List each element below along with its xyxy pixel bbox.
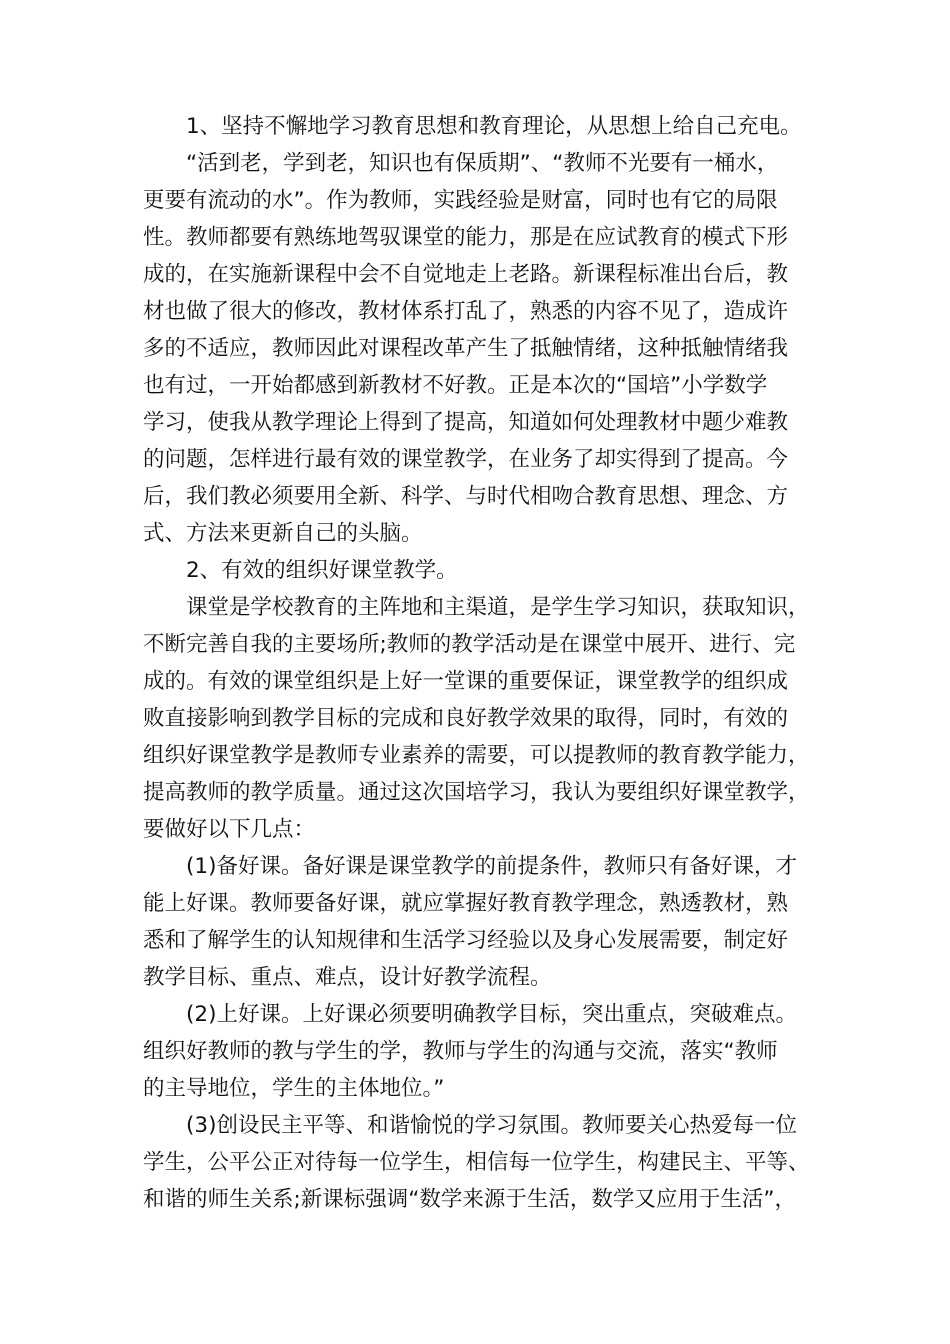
text-line: 材也做了很大的修改，教材体系打乱了，熟悉的内容不见了，造成许 xyxy=(143,299,789,324)
text-line: 的问题，怎样进行最有效的课堂教学，在业务了却实得到了提高。今 xyxy=(143,447,789,472)
list-item-line: (3)创设民主平等、和谐愉悦的学习氛围。教师要关心热爱每一位 xyxy=(186,1113,797,1138)
list-item-line: (1)备好课。备好课是课堂教学的前提条件，教师只有备好课，才 xyxy=(186,854,797,879)
text-line: 性。教师都要有熟练地驾驭课堂的能力，那是在应试教育的模式下形 xyxy=(143,225,789,250)
text-line: 提高教师的教学质量。通过这次国培学习，我认为要组织好课堂教学， xyxy=(143,780,810,805)
text-line: 学生，公平公正对待每一位学生，相信每一位学生，构建民主、平等、 xyxy=(143,1150,810,1175)
text-line: 成的。有效的课堂组织是上好一堂课的重要保证，课堂教学的组织成 xyxy=(143,669,789,694)
text-line: 不断完善自我的主要场所;教师的教学活动是在课堂中展开、进行、完 xyxy=(143,632,796,657)
text-line: 教学目标、重点、难点，设计好教学流程。 xyxy=(143,965,552,990)
text-line: 多的不适应，教师因此对课程改革产生了抵触情绪，这种抵触情绪我 xyxy=(143,336,789,361)
text-line: 式、方法来更新自己的头脑。 xyxy=(143,521,423,546)
text-line: 后，我们教必须要用全新、科学、与时代相吻合教育思想、理念、方 xyxy=(143,484,789,509)
text-line: 1、坚持不懈地学习教育思想和教育理论，从思想上给自己充电。 xyxy=(186,114,802,139)
text-line: 更要有流动的水”。作为教师，实践经验是财富，同时也有它的局限 xyxy=(143,188,778,213)
text-line: 课堂是学校教育的主阵地和主渠道，是学生学习知识，获取知识， xyxy=(186,595,810,620)
section-heading: 2、有效的组织好课堂教学。 xyxy=(186,558,458,583)
text-line: 也有过，一开始都感到新教材不好教。正是本次的“国培”小学数学 xyxy=(143,373,768,398)
document-body xyxy=(143,108,833,1218)
text-line: 成的，在实施新课程中会不自觉地走上老路。新课程标准出台后，教 xyxy=(143,262,789,287)
text-line: 悉和了解学生的认知规律和生活学习经验以及身心发展需要，制定好 xyxy=(143,928,789,953)
text-line: “活到老，学到老，知识也有保质期”、“教师不光要有一桶水， xyxy=(186,151,779,176)
text-line: 组织好教师的教与学生的学，教师与学生的沟通与交流，落实“教师 xyxy=(143,1039,778,1064)
text-line: 要做好以下几点： xyxy=(143,817,316,842)
text-line: 和谐的师生关系;新课标强调“数学来源于生活，数学又应用于生活”， xyxy=(143,1187,797,1212)
text-line: 的主导地位，学生的主体地位。” xyxy=(143,1076,445,1101)
text-line: 败直接影响到教学目标的完成和良好教学效果的取得，同时，有效的 xyxy=(143,706,789,731)
text-line: 能上好课。教师要备好课，就应掌握好教育教学理念，熟透教材，熟 xyxy=(143,891,789,916)
text-line: 学习，使我从教学理论上得到了提高，知道如何处理教材中题少难教 xyxy=(143,410,789,435)
text-line: 组织好课堂教学是教师专业素养的需要，可以提教师的教育教学能力， xyxy=(143,743,810,768)
list-item-line: (2)上好课。上好课必须要明确教学目标，突出重点，突破难点。 xyxy=(186,1002,797,1027)
